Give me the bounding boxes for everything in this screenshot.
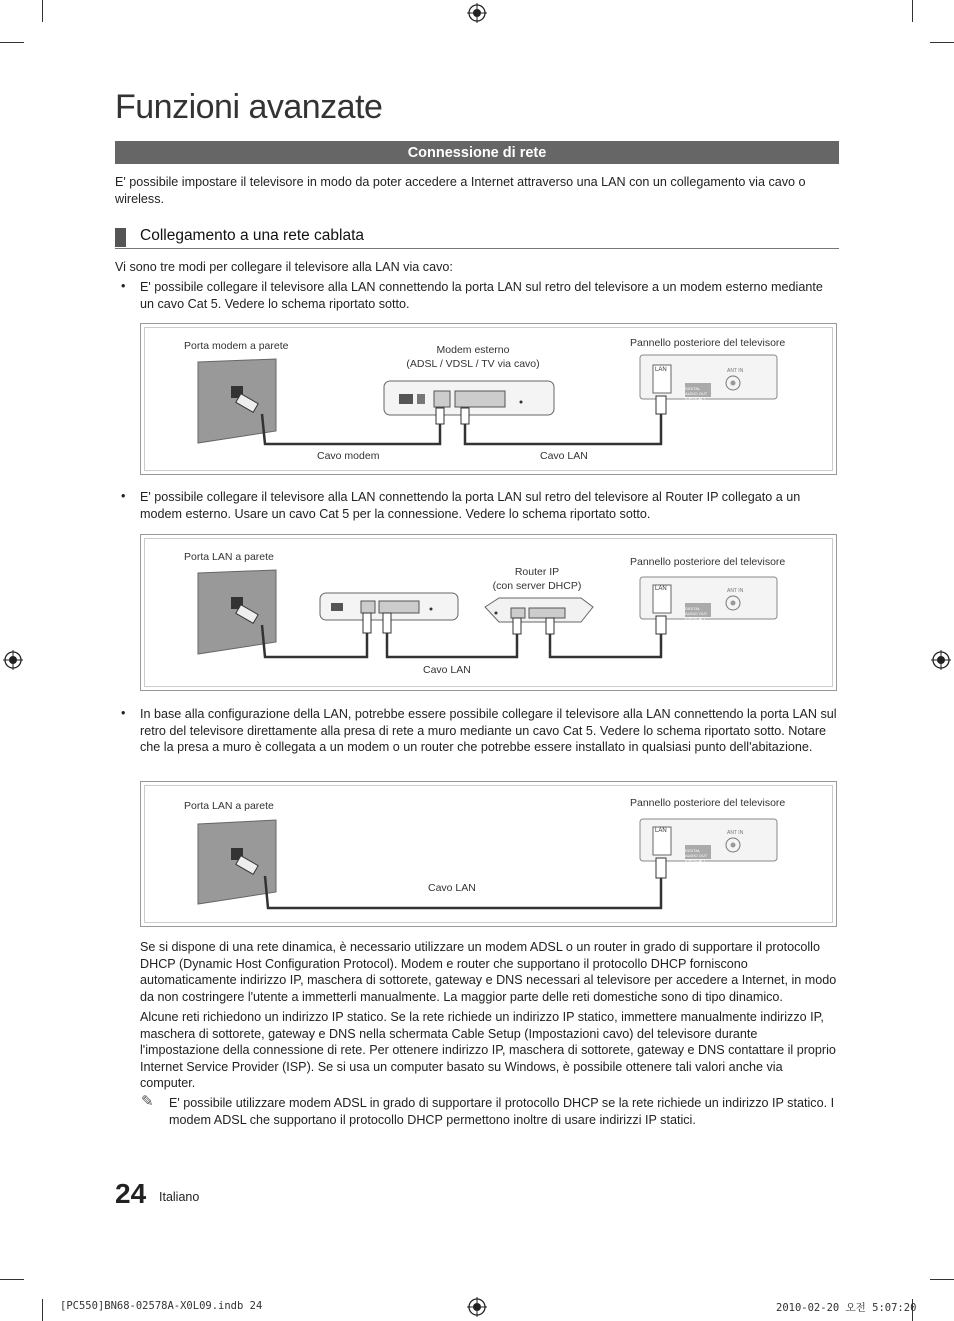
router-type: (con server DHCP) bbox=[492, 580, 582, 592]
crop-mark bbox=[0, 42, 24, 43]
router-label bbox=[437, 565, 637, 593]
subsection-marker bbox=[115, 228, 126, 247]
wall-port-label: Porta LAN a parete bbox=[184, 551, 274, 563]
tv-panel-label: Pannello posteriore del televisore bbox=[630, 556, 786, 568]
page-title: Funzioni avanzate bbox=[115, 88, 383, 126]
tv-ant-port-label: ANT IN bbox=[727, 588, 744, 594]
registration-mark-icon bbox=[931, 650, 951, 670]
tv-panel-label: Pannello posteriore del televisore bbox=[630, 797, 786, 809]
tv-lan-port-label: LAN bbox=[655, 367, 667, 373]
subsection-header bbox=[115, 226, 839, 249]
dhcp-paragraph: Se si dispone di una rete dinamica, è necessario utilizzare un modem ADSL o un router in grado di supportare il protocollo DHCP (Dynamic Host Configuration Protocol). Modem e router che supportano il protocollo DHCP forniscono automaticamente indirizzo IP, maschera di sottorete, gateway e DNS necessari al televisore per accedere a Internet, in modo da non costringere l'utente a immetterli manualmente. La maggior parte delle reti domestiche sono di tipo dinamico. bbox=[140, 940, 837, 1004]
lan-cable-label: Cavo LAN bbox=[540, 450, 588, 462]
footer-file-info: [PC550]BN68-02578A-X0L09.indb 24 bbox=[60, 1300, 263, 1312]
note-text: E' possibile utilizzare modem ADSL in grado di supportare il protocollo DHCP se la rete richiede un indirizzo IP statico. I modem ADSL che supportano il protocollo DHCP permettono inoltre di usare indirizzi IP statici. bbox=[169, 1096, 835, 1127]
bullet-marker: • bbox=[121, 279, 126, 293]
crop-mark bbox=[930, 42, 954, 43]
diagram-router-connection bbox=[140, 534, 837, 691]
footer-date: 2010-02-20 오전 5:07:20 bbox=[776, 1302, 917, 1314]
page-language: Italiano bbox=[159, 1190, 200, 1204]
registration-mark-icon bbox=[3, 650, 23, 670]
lan-cable-label: Cavo LAN bbox=[428, 882, 476, 894]
tv-lan-port-label: LAN bbox=[655, 828, 667, 834]
diagram-modem-connection bbox=[140, 323, 837, 475]
page-number: 24 bbox=[115, 1178, 147, 1209]
modem-name: Modem esterno bbox=[436, 344, 510, 356]
section-title: Connessione di rete bbox=[115, 141, 839, 164]
wall-port-label: Porta modem a parete bbox=[184, 340, 289, 352]
lan-cable-label: Cavo LAN bbox=[423, 664, 471, 676]
modem-type: (ADSL / VDSL / TV via cavo) bbox=[406, 358, 540, 370]
intro-paragraph: E' possibile impostare il televisore in modo da poter accedere a Internet attraverso una LAN con un collegamento via cavo o wireless. bbox=[115, 175, 806, 206]
bullet-2-text: E' possibile collegare il televisore alla LAN connettendo la porta LAN sul retro del televisore al Router IP collegato a un modem esterno. Usare un cavo Cat 5 per la connessione. Vedere lo schema riportato sotto. bbox=[140, 490, 801, 521]
bullet-3-text: In base alla configurazione della LAN, potrebbe essere possibile collegare il televisore alla LAN connettendo la porta LAN sul retro del televisore direttamente alla presa di rete a muro mediante un cavo Cat 5. Vedere lo schema riportato sotto. Notare che la presa a muro è collegata a un modem o un router che potrebbe essere installato in qualsiasi punto dell'abitazione. bbox=[140, 707, 837, 755]
ways-intro: Vi sono tre modi per collegare il televisore alla LAN via cavo: bbox=[115, 260, 453, 274]
bullet-marker: • bbox=[121, 489, 126, 503]
modem-cable-label: Cavo modem bbox=[317, 450, 380, 462]
bullet-marker: • bbox=[121, 706, 126, 720]
tv-optical-port-label: DIGITAL AUDIO OUT (OPTICAL) bbox=[685, 848, 708, 863]
crop-mark bbox=[930, 1279, 954, 1280]
registration-mark-icon bbox=[467, 1297, 487, 1317]
diagram-wall-direct-connection bbox=[140, 781, 837, 927]
tv-panel-label: Pannello posteriore del televisore bbox=[630, 337, 786, 349]
static-ip-paragraph: Alcune reti richiedono un indirizzo IP statico. Se la rete richiede un indirizzo IP statico, immettere manualmente indirizzo IP, maschera di sottorete, gateway e DNS nella schermata Cable Setup (Impostazioni cavo) del televisore durante l'impostazione della connessione di rete. Per ottenere indirizzo IP, maschera di sottorete, gateway e DNS contattare il proprio Internet Service Provider (ISP). Se si usa un computer basato su Windows, è possibile ottenere tali valori anche via computer. bbox=[140, 1010, 836, 1091]
wall-port-label: Porta LAN a parete bbox=[184, 800, 274, 812]
modem-label bbox=[373, 343, 573, 371]
crop-mark bbox=[42, 0, 43, 22]
crop-mark bbox=[0, 1279, 24, 1280]
note-pencil-icon: ✎ bbox=[141, 1093, 154, 1110]
tv-ant-port-label: ANT IN bbox=[727, 830, 744, 836]
crop-mark bbox=[912, 0, 913, 22]
crop-mark bbox=[42, 1299, 43, 1321]
tv-lan-port-label: LAN bbox=[655, 586, 667, 592]
router-name: Router IP bbox=[514, 566, 560, 578]
tv-optical-port-label: DIGITAL AUDIO OUT (OPTICAL) bbox=[685, 386, 708, 401]
bullet-1-text: E' possibile collegare il televisore alla LAN connettendo la porta LAN sul retro del televisore a un modem esterno mediante un cavo Cat 5. Vedere lo schema riportato sotto. bbox=[140, 280, 823, 311]
tv-optical-port-label: DIGITAL AUDIO OUT (OPTICAL) bbox=[685, 606, 708, 621]
registration-mark-icon bbox=[467, 3, 487, 23]
subsection-title: Collegamento a una rete cablata bbox=[140, 227, 365, 244]
tv-ant-port-label: ANT IN bbox=[727, 368, 744, 374]
